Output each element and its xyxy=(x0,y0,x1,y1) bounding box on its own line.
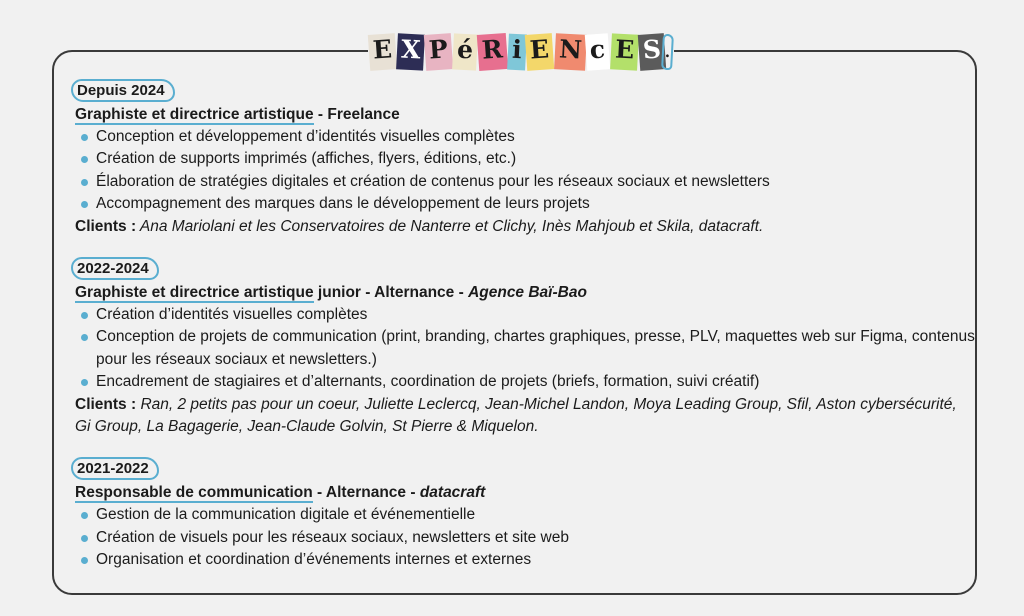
role-main: Graphiste et directrice artistique xyxy=(75,284,314,302)
role-detail: junior - Alternance - xyxy=(313,284,469,302)
role-main: Responsable de communication xyxy=(75,484,313,502)
clients-label: Clients : xyxy=(75,217,137,235)
clients-label: Clients : xyxy=(75,395,137,413)
task-list xyxy=(75,126,975,216)
experience-entry xyxy=(75,457,975,571)
experience-list xyxy=(75,79,975,591)
list-item: Gestion de la communication digitale et événementielle xyxy=(75,504,975,526)
list-item: Création de visuels pour les réseaux sociaux, newsletters et site web xyxy=(75,527,975,549)
list-item: Élaboration de stratégies digitales et création de contenus pour les réseaux sociaux et newsletters xyxy=(75,171,975,193)
title-letter: . xyxy=(661,34,674,71)
role-company: Agence Baï-Bao xyxy=(468,284,587,302)
title-letter: E xyxy=(368,33,398,71)
list-item: Encadrement de stagiaires et d’alternants, coordination de projets (briefs, formation, suivi créatif) xyxy=(75,371,975,393)
title-letter: E xyxy=(525,33,555,71)
title-letter: c xyxy=(585,33,611,71)
period-label: 2021-2022 xyxy=(71,457,159,480)
title-letter: R xyxy=(477,33,508,71)
title-letter: i xyxy=(507,34,526,71)
list-item: Conception et développement d’identités visuelles complètes xyxy=(75,126,975,148)
title-ransom-letters xyxy=(369,34,673,70)
task-list xyxy=(75,304,975,394)
experience-entry xyxy=(75,257,975,438)
role-title xyxy=(75,482,975,504)
role-detail: - Freelance xyxy=(313,106,400,123)
section-title xyxy=(368,30,674,74)
title-letter: é xyxy=(452,33,478,70)
clients-line xyxy=(75,394,975,439)
list-item: Organisation et coordination d’événements internes et externes xyxy=(75,549,975,571)
period-label: Depuis 2024 xyxy=(71,79,175,102)
clients-list: Ran, 2 petits pas pour un coeur, Juliette Leclercq, Jean-Michel Landon, Moya Leading Group, Sfil, Aston cybersécurité, Gi Group, La Bagagerie, Jean-Claude Golvin, St Pierre & Miquelon. xyxy=(75,395,957,436)
experience-entry xyxy=(75,79,975,238)
list-item: Création de supports imprimés (affiches, flyers, éditions, etc.) xyxy=(75,148,975,170)
title-letter: E xyxy=(610,33,639,70)
title-letter: N xyxy=(554,33,587,71)
clients-list: Ana Mariolani et les Conservatoires de Nanterre et Clichy, Inès Mahjoub et Skila, datacraft. xyxy=(136,217,764,235)
period-label: 2022-2024 xyxy=(71,257,159,280)
role-detail: - Alternance - xyxy=(312,484,420,502)
list-item: Accompagnement des marques dans le développement de leurs projets xyxy=(75,193,975,215)
title-letter: P xyxy=(424,33,453,71)
title-letter: X xyxy=(396,33,425,70)
task-list xyxy=(75,504,975,571)
role-main: Graphiste et directrice artistique xyxy=(75,106,314,123)
role-company: datacraft xyxy=(419,484,486,502)
list-item: Création d’identités visuelles complètes xyxy=(75,304,975,326)
list-item: Conception de projets de communication (print, branding, chartes graphiques, presse, PLV, maquettes web sur Figma, contenus pour les réseaux sociaux et newsletters.) xyxy=(75,326,975,371)
title-letter: S xyxy=(637,33,666,71)
clients-line xyxy=(75,216,975,238)
role-title xyxy=(75,282,975,304)
role-title xyxy=(75,104,975,126)
